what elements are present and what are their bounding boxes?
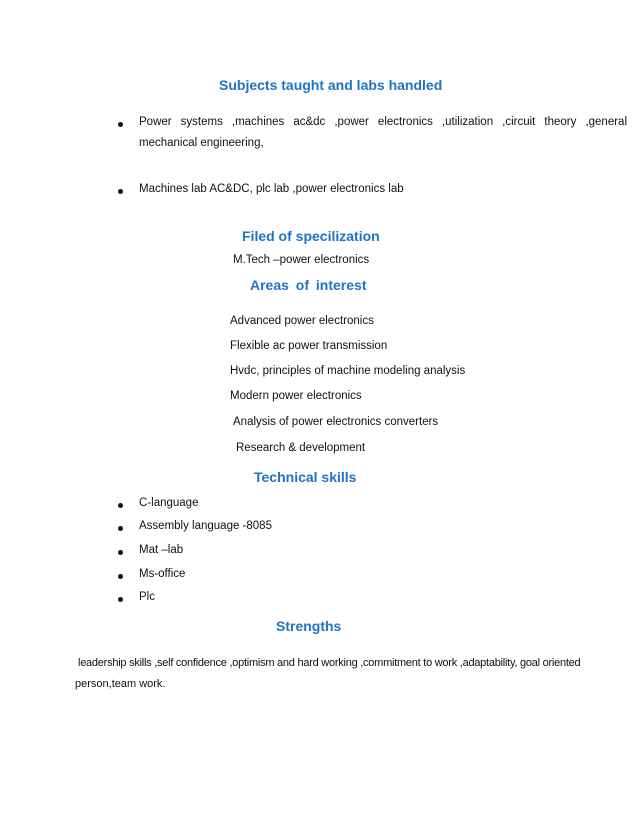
skill-item xyxy=(0,497,638,513)
bullet-icon xyxy=(118,526,123,531)
interest-item: Flexible ac power transmission xyxy=(230,340,388,352)
skill-item xyxy=(0,544,638,560)
specialization-value: M.Tech –power electronics xyxy=(233,254,370,266)
specialization-heading: Filed of specilization xyxy=(242,228,380,244)
bullet-icon xyxy=(118,597,123,602)
skill-item-text: C-language xyxy=(139,497,199,509)
interests-heading: Areas of interest xyxy=(250,277,367,293)
bullet-icon xyxy=(118,574,123,579)
subjects-heading: Subjects taught and labs handled xyxy=(219,77,443,93)
skill-item xyxy=(0,568,638,584)
skill-item-text: Mat –lab xyxy=(139,544,184,556)
skill-item xyxy=(0,520,638,536)
skill-item-text: Plc xyxy=(139,591,155,603)
subjects-item xyxy=(0,183,638,199)
bullet-icon xyxy=(118,503,123,508)
strengths-text-line2: person,team work. xyxy=(75,678,166,690)
strengths-text-line1: leadership skills ,self confidence ,optimism and hard working ,commitment to work ,adaptability, goal oriented xyxy=(78,657,581,669)
skill-item xyxy=(0,591,638,607)
interest-item: Hvdc, principles of machine modeling analysis xyxy=(230,365,466,377)
skill-item-text: Assembly language -8085 xyxy=(139,520,272,532)
subjects-item-text: Machines lab AC&DC, plc lab ,power electronics lab xyxy=(139,183,404,195)
subjects-item-text-line1: Power systems ,machines ac&dc ,power electronics ,utilization ,circuit theory ,general xyxy=(139,116,627,128)
interest-item: Modern power electronics xyxy=(230,390,362,402)
interest-item: Advanced power electronics xyxy=(230,315,374,327)
bullet-icon xyxy=(118,550,123,555)
skill-item-text: Ms-office xyxy=(139,568,186,580)
interest-item: Analysis of power electronics converters xyxy=(233,416,439,428)
subjects-item-text-line2: mechanical engineering, xyxy=(139,137,264,149)
strengths-heading: Strengths xyxy=(276,618,342,634)
interest-item: Research & development xyxy=(236,442,366,454)
skills-heading: Technical skills xyxy=(254,469,357,485)
bullet-icon xyxy=(118,189,123,194)
bullet-icon xyxy=(118,122,123,127)
